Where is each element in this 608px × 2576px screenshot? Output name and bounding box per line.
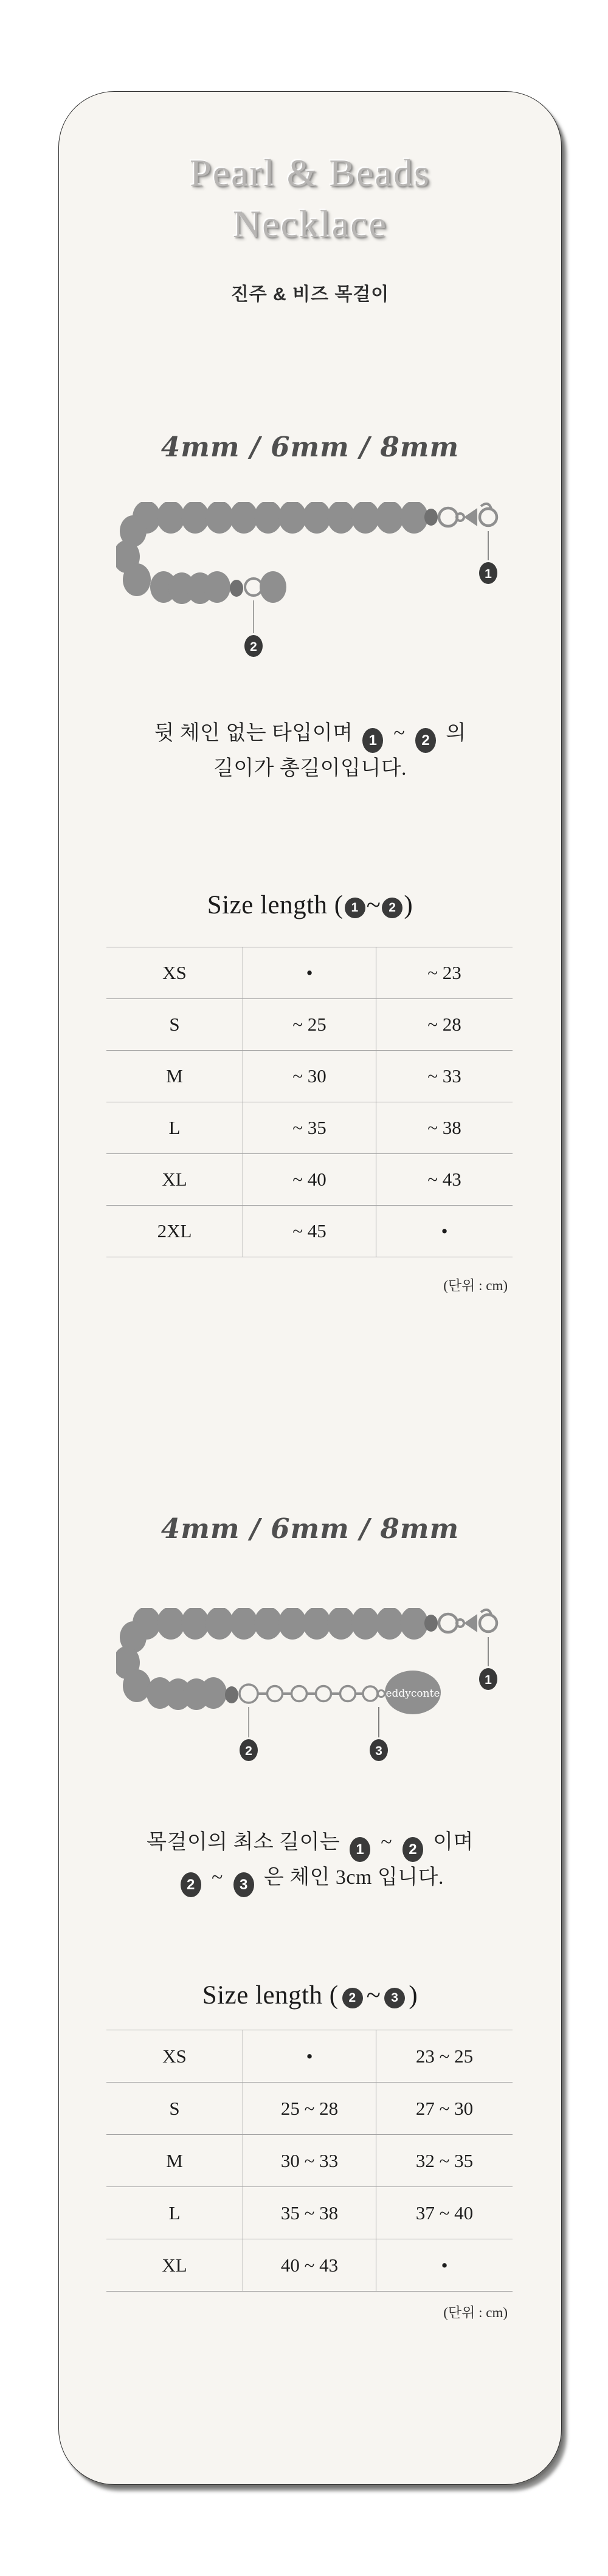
marker2-badge xyxy=(244,635,263,657)
clasp-bead xyxy=(424,509,438,526)
max-cell: • xyxy=(376,1206,513,1257)
table-row xyxy=(106,2187,513,2239)
min-cell: 25 ~ 28 xyxy=(243,2083,376,2135)
badge-2: 2 xyxy=(342,1988,363,2008)
clasp-ring xyxy=(439,1614,457,1632)
size-heading-text: ) xyxy=(404,891,413,919)
table-row xyxy=(106,2083,513,2135)
max-cell: ~ 38 xyxy=(376,1102,513,1154)
badge-2: 2 xyxy=(402,1837,423,1862)
max-cell: ~ 28 xyxy=(376,999,513,1051)
min-cell: ~ 25 xyxy=(243,999,376,1051)
end-bead xyxy=(260,571,286,603)
desc-text: 목걸이의 최소 길이는 xyxy=(147,1831,340,1853)
marker3-badge xyxy=(370,1739,388,1761)
tilde: ~ xyxy=(366,891,381,919)
product-subtitle: 진주 & 비즈 목걸이 xyxy=(230,284,390,304)
badge-2: 2 xyxy=(181,1872,201,1897)
type-description-line1 xyxy=(59,718,561,753)
min-cell: ~ 40 xyxy=(243,1154,376,1206)
marker2-label: 2 xyxy=(245,1744,252,1758)
badge-3: 3 xyxy=(384,1988,405,2008)
max-cell: 32 ~ 35 xyxy=(376,2135,513,2187)
badge-1: 1 xyxy=(345,898,365,918)
chain-description-line1 xyxy=(59,1827,561,1862)
min-cell: 30 ~ 33 xyxy=(243,2135,376,2187)
size-cell: L xyxy=(106,2187,243,2239)
size-cell: L xyxy=(106,1102,243,1154)
size-heading-text: ) xyxy=(409,1981,418,2010)
size-cell: XS xyxy=(106,2030,243,2083)
unit-note-1: (단위 : cm) xyxy=(443,1278,508,1293)
table-row xyxy=(106,2030,513,2083)
product-card xyxy=(58,91,562,2485)
min-cell: 35 ~ 38 xyxy=(243,2187,376,2239)
end-jump-ring xyxy=(245,579,262,596)
type-description-line2: 길이가 총길이입니다. xyxy=(213,757,407,780)
bead-strand-left-curve xyxy=(116,1621,151,1702)
table-row xyxy=(106,2239,513,2292)
bead-size-heading-2: 4mm / 6mm / 8mm xyxy=(161,1513,460,1545)
desc-text: 은 체인 3cm 입니다. xyxy=(263,1866,444,1889)
table-row xyxy=(106,999,513,1051)
min-cell: • xyxy=(243,947,376,999)
tilde: ~ xyxy=(393,722,406,744)
desc-text: 뒷 체인 없는 타입이며 xyxy=(154,722,353,744)
desc-text: 의 xyxy=(446,722,466,744)
clasp-connector-ring xyxy=(457,513,464,521)
badge-2: 2 xyxy=(415,728,436,753)
size-heading-text: Size length ( xyxy=(202,1981,339,2010)
size-cell: S xyxy=(106,2083,243,2135)
marker1-label: 1 xyxy=(485,1673,492,1687)
table-row xyxy=(106,2135,513,2187)
table-row xyxy=(106,1206,513,1257)
necklace-diagram-with-chain xyxy=(116,1608,505,1766)
chain-description xyxy=(59,1827,561,1897)
type-description xyxy=(59,718,561,785)
table-row xyxy=(106,947,513,999)
max-cell: ~ 33 xyxy=(376,1051,513,1102)
product-title-line1: Pearl & Beads xyxy=(190,151,430,194)
desc-text: 이며 xyxy=(433,1831,474,1853)
badge-1: 1 xyxy=(362,728,383,753)
chain-description-line2 xyxy=(59,1862,561,1897)
size-heading-text: Size length ( xyxy=(207,891,344,919)
marker2-badge xyxy=(240,1739,258,1761)
size-cell: XS xyxy=(106,947,243,999)
brand-tag-label: eddyconte xyxy=(385,1688,440,1700)
tilde: ~ xyxy=(381,1831,393,1853)
marker1-badge xyxy=(479,562,497,584)
small-connector-bead xyxy=(230,580,243,597)
brand-tag xyxy=(385,1671,441,1714)
marker2-label: 2 xyxy=(250,640,257,654)
extension-chain xyxy=(240,1685,385,1703)
size-length-heading-2 xyxy=(59,1980,561,2010)
min-cell: • xyxy=(243,2030,376,2083)
bead-strand-top xyxy=(133,502,428,534)
size-length-heading-1 xyxy=(59,890,561,920)
lobster-clasp-icon xyxy=(464,504,497,526)
marker1-label: 1 xyxy=(485,567,492,581)
max-cell: 37 ~ 40 xyxy=(376,2187,513,2239)
lobster-clasp-icon xyxy=(464,1610,497,1632)
size-cell: XL xyxy=(106,1154,243,1206)
clasp-bead xyxy=(424,1615,438,1632)
min-cell: ~ 45 xyxy=(243,1206,376,1257)
size-table-1 xyxy=(106,947,513,1257)
clasp-ring xyxy=(439,508,457,526)
bead-strand-bottom xyxy=(150,571,230,604)
bead-strand-bottom xyxy=(147,1677,227,1710)
min-cell: 40 ~ 43 xyxy=(243,2239,376,2292)
tilde: ~ xyxy=(211,1866,223,1889)
max-cell: ~ 23 xyxy=(376,947,513,999)
size-cell: 2XL xyxy=(106,1206,243,1257)
unit-note-2: (단위 : cm) xyxy=(443,2305,508,2320)
bead-strand-top xyxy=(133,1608,428,1640)
marker3-label: 3 xyxy=(375,1744,382,1758)
max-cell: 27 ~ 30 xyxy=(376,2083,513,2135)
max-cell: 23 ~ 25 xyxy=(376,2030,513,2083)
min-cell: ~ 30 xyxy=(243,1051,376,1102)
size-cell: XL xyxy=(106,2239,243,2292)
bead-size-heading-1: 4mm / 6mm / 8mm xyxy=(161,431,460,463)
max-cell: • xyxy=(376,2239,513,2292)
table-row xyxy=(106,1051,513,1102)
bead-strand-left-curve xyxy=(116,515,151,596)
clasp-connector-ring xyxy=(457,1619,464,1627)
table-row xyxy=(106,1154,513,1206)
small-connector-bead xyxy=(225,1686,238,1703)
badge-3: 3 xyxy=(233,1872,254,1897)
badge-1: 1 xyxy=(350,1837,370,1862)
size-cell: M xyxy=(106,1051,243,1102)
tilde: ~ xyxy=(366,1981,381,2010)
necklace-diagram-no-chain xyxy=(116,502,505,660)
marker1-badge xyxy=(479,1668,497,1690)
size-table-2 xyxy=(106,2030,513,2292)
product-title-line2: Necklace xyxy=(232,202,388,246)
size-cell: S xyxy=(106,999,243,1051)
min-cell: ~ 35 xyxy=(243,1102,376,1154)
table-row xyxy=(106,1102,513,1154)
max-cell: ~ 43 xyxy=(376,1154,513,1206)
size-cell: M xyxy=(106,2135,243,2187)
badge-2: 2 xyxy=(382,898,402,918)
product-title xyxy=(59,148,561,250)
